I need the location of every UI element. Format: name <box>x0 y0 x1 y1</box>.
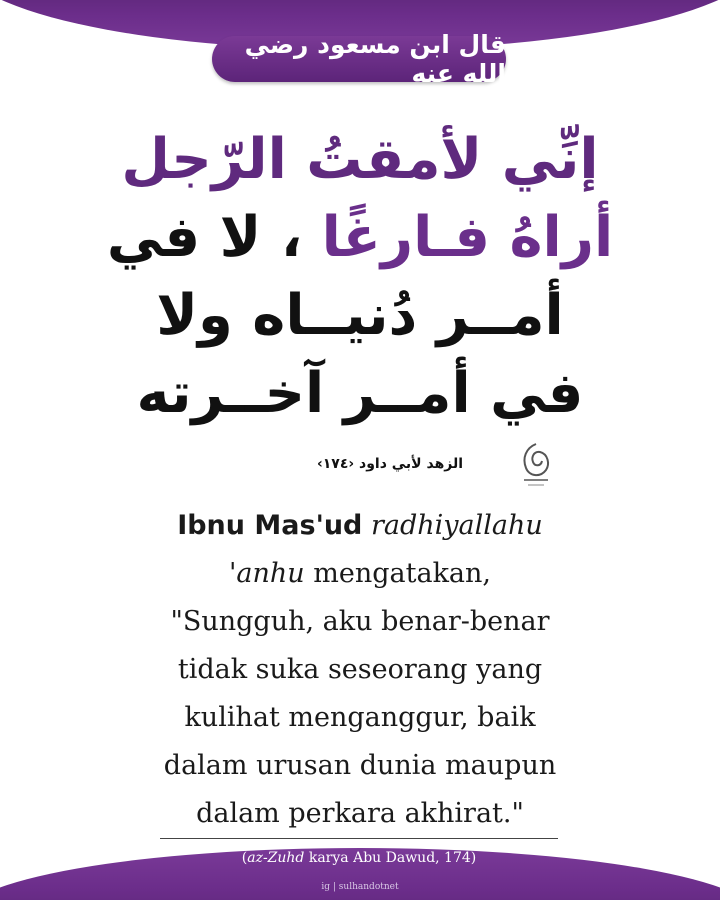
reference-open: ( <box>241 850 248 866</box>
translation-line-6: dalam urusan dunia maupun <box>163 750 557 781</box>
arabic-quote-line-1: إنِّي لأمقتُ الرّجل <box>121 127 599 192</box>
translation-text <box>130 502 590 838</box>
speaker-name: Ibnu Mas'ud <box>177 510 363 541</box>
translation-line-5: kulihat menganggur, baik <box>184 702 536 733</box>
speaker-pill-text: قال ابن مسعود رضي الله عنه <box>244 30 506 88</box>
translation-line-3: "Sungguh, aku benar-benar <box>170 606 550 637</box>
speaker-pill <box>212 30 506 88</box>
translation-verb: mengatakan, <box>313 558 491 589</box>
reference <box>160 850 558 866</box>
arabic-quote-line-2-rest: ، لا في <box>106 205 303 270</box>
arabic-quote-line-2-highlight: أراهُ فـارغًا <box>321 205 614 270</box>
divider <box>160 838 558 839</box>
reference-rest: karya Abu Dawud, 174) <box>304 850 477 866</box>
honorific-1: radhiyallahu <box>370 510 543 541</box>
translation-line-7: dalam perkara akhirat." <box>196 798 524 829</box>
translation-line-2 <box>130 550 590 598</box>
arabic-quote-line-4: في أمــر آخــرته <box>136 361 584 426</box>
arabic-source: الزهد لأبي داود ‹١٧٤› <box>316 456 464 472</box>
translation-line-4: tidak suka seseorang yang <box>177 654 543 685</box>
arabic-quote-line-3: أمــر دُنيــاه ولا <box>156 283 564 348</box>
translation-line-1 <box>130 502 590 550</box>
calligraphy-logo-icon <box>516 440 556 490</box>
arabic-quote-line-2 <box>40 198 680 278</box>
honorific-2: 'anhu <box>228 558 305 589</box>
social-handle: ig | sulhandotnet <box>321 882 399 892</box>
reference-book: az-Zuhd <box>247 850 305 866</box>
